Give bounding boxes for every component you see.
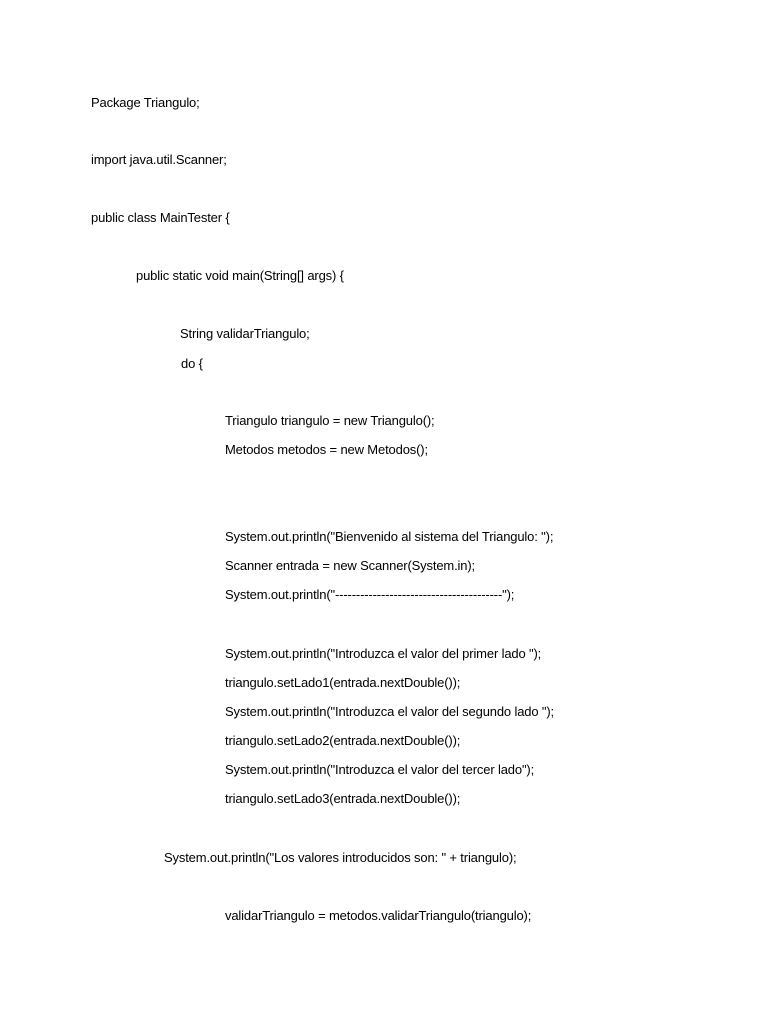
code-line: Triangulo triangulo = new Triangulo(); xyxy=(225,413,435,428)
code-line: triangulo.setLado3(entrada.nextDouble()); xyxy=(225,791,461,806)
code-line: triangulo.setLado1(entrada.nextDouble()); xyxy=(225,675,461,690)
code-line: import java.util.Scanner; xyxy=(91,152,227,167)
code-line: public class MainTester { xyxy=(91,210,230,225)
code-line: System.out.println("Introduzca el valor del segundo lado "); xyxy=(225,704,555,719)
code-line: Metodos metodos = new Metodos(); xyxy=(225,442,428,457)
code-line: String validarTriangulo; xyxy=(180,326,310,341)
code-line: public static void main(String[] args) { xyxy=(136,268,344,283)
code-line: System.out.println("Introduzca el valor del tercer lado"); xyxy=(225,762,535,777)
code-line: System.out.println("----------------------------------------"); xyxy=(225,587,515,602)
code-line: Package Triangulo; xyxy=(91,95,200,110)
code-line: triangulo.setLado2(entrada.nextDouble()); xyxy=(225,733,461,748)
code-line: do { xyxy=(181,356,203,371)
code-line: System.out.println("Los valores introducidos son: " + triangulo); xyxy=(164,850,517,865)
code-line: System.out.println("Bienvenido al sistema del Triangulo: "); xyxy=(225,529,554,544)
code-line: System.out.println("Introduzca el valor del primer lado "); xyxy=(225,646,542,661)
code-line: Scanner entrada = new Scanner(System.in); xyxy=(225,558,476,573)
code-line: validarTriangulo = metodos.validarTriangulo(triangulo); xyxy=(225,908,532,923)
